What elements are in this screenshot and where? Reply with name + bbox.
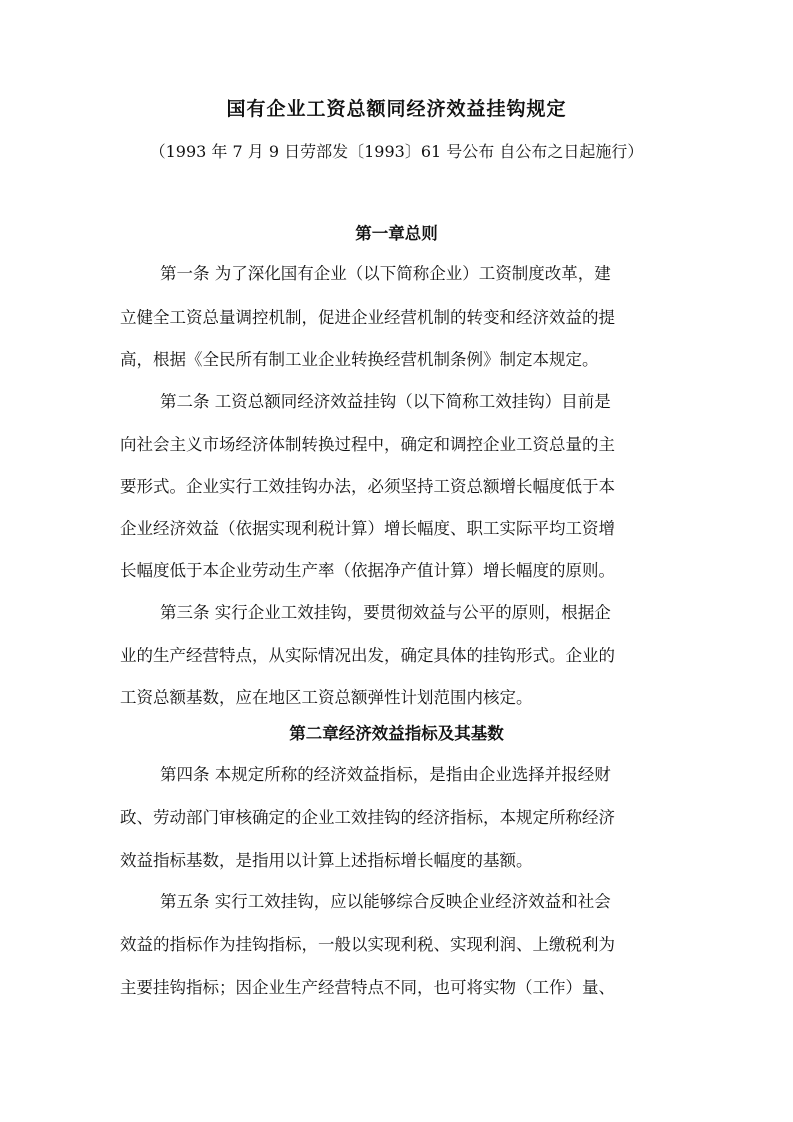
document-title: 国有企业工资总额同经济效益挂钩规定	[226, 98, 567, 120]
article-1-line: 第一条 为了深化国有企业（以下简称企业）工资制度改革，建	[160, 264, 611, 283]
article-2-line: 长幅度低于本企业劳动生产率（依据净产值计算）增长幅度的原则。	[120, 561, 615, 580]
article-2-line: 向社会主义市场经济体制转换过程中，确定和调控企业工资总量的主	[120, 435, 615, 454]
chapter-heading-2: 第二章经济效益指标及其基数	[289, 724, 504, 743]
article-4-line: 政、劳动部门审核确定的企业工效挂钩的经济指标，本规定所称经济	[120, 808, 615, 827]
article-5-line: 效益的指标作为挂钩指标，一般以实现利税、实现利润、上缴税利为	[120, 935, 615, 954]
article-1-line: 立健全工资总量调控机制，促进企业经营机制的转变和经济效益的提	[120, 308, 615, 327]
article-3-line: 业的生产经营特点，从实际情况出发，确定具体的挂钩形式。企业的	[120, 646, 615, 665]
article-5-line: 主要挂钩指标；因企业生产经营特点不同，也可将实物（工作）量、	[120, 978, 615, 997]
chapter-heading-1: 第一章总则	[355, 224, 438, 243]
article-2-line: 企业经济效益（依据实现利税计算）增长幅度、职工实际平均工资增	[120, 519, 615, 538]
article-4-line: 第四条 本规定所称的经济效益指标，是指由企业选择并报经财	[160, 765, 611, 784]
article-4-line: 效益指标基数，是指用以计算上述指标增长幅度的基额。	[120, 851, 533, 870]
document-subtitle: （1993 年 7 月 9 日劳部发〔1993〕61 号公布 自公布之日起施行）	[149, 142, 644, 161]
article-5-line: 第五条 实行工效挂钩，应以能够综合反映企业经济效益和社会	[160, 892, 611, 911]
article-2-line: 要形式。企业实行工效挂钩办法，必须坚持工资总额增长幅度低于本	[120, 477, 615, 496]
article-1-line: 高，根据《全民所有制工业企业转换经营机制条例》制定本规定。	[120, 350, 599, 369]
article-2-line: 第二条 工资总额同经济效益挂钩（以下简称工效挂钩）目前是	[160, 392, 611, 411]
article-3-line: 工资总额基数，应在地区工资总额弹性计划范围内核定。	[120, 688, 533, 707]
article-3-line: 第三条 实行企业工效挂钩，要贯彻效益与公平的原则，根据企	[160, 603, 611, 622]
